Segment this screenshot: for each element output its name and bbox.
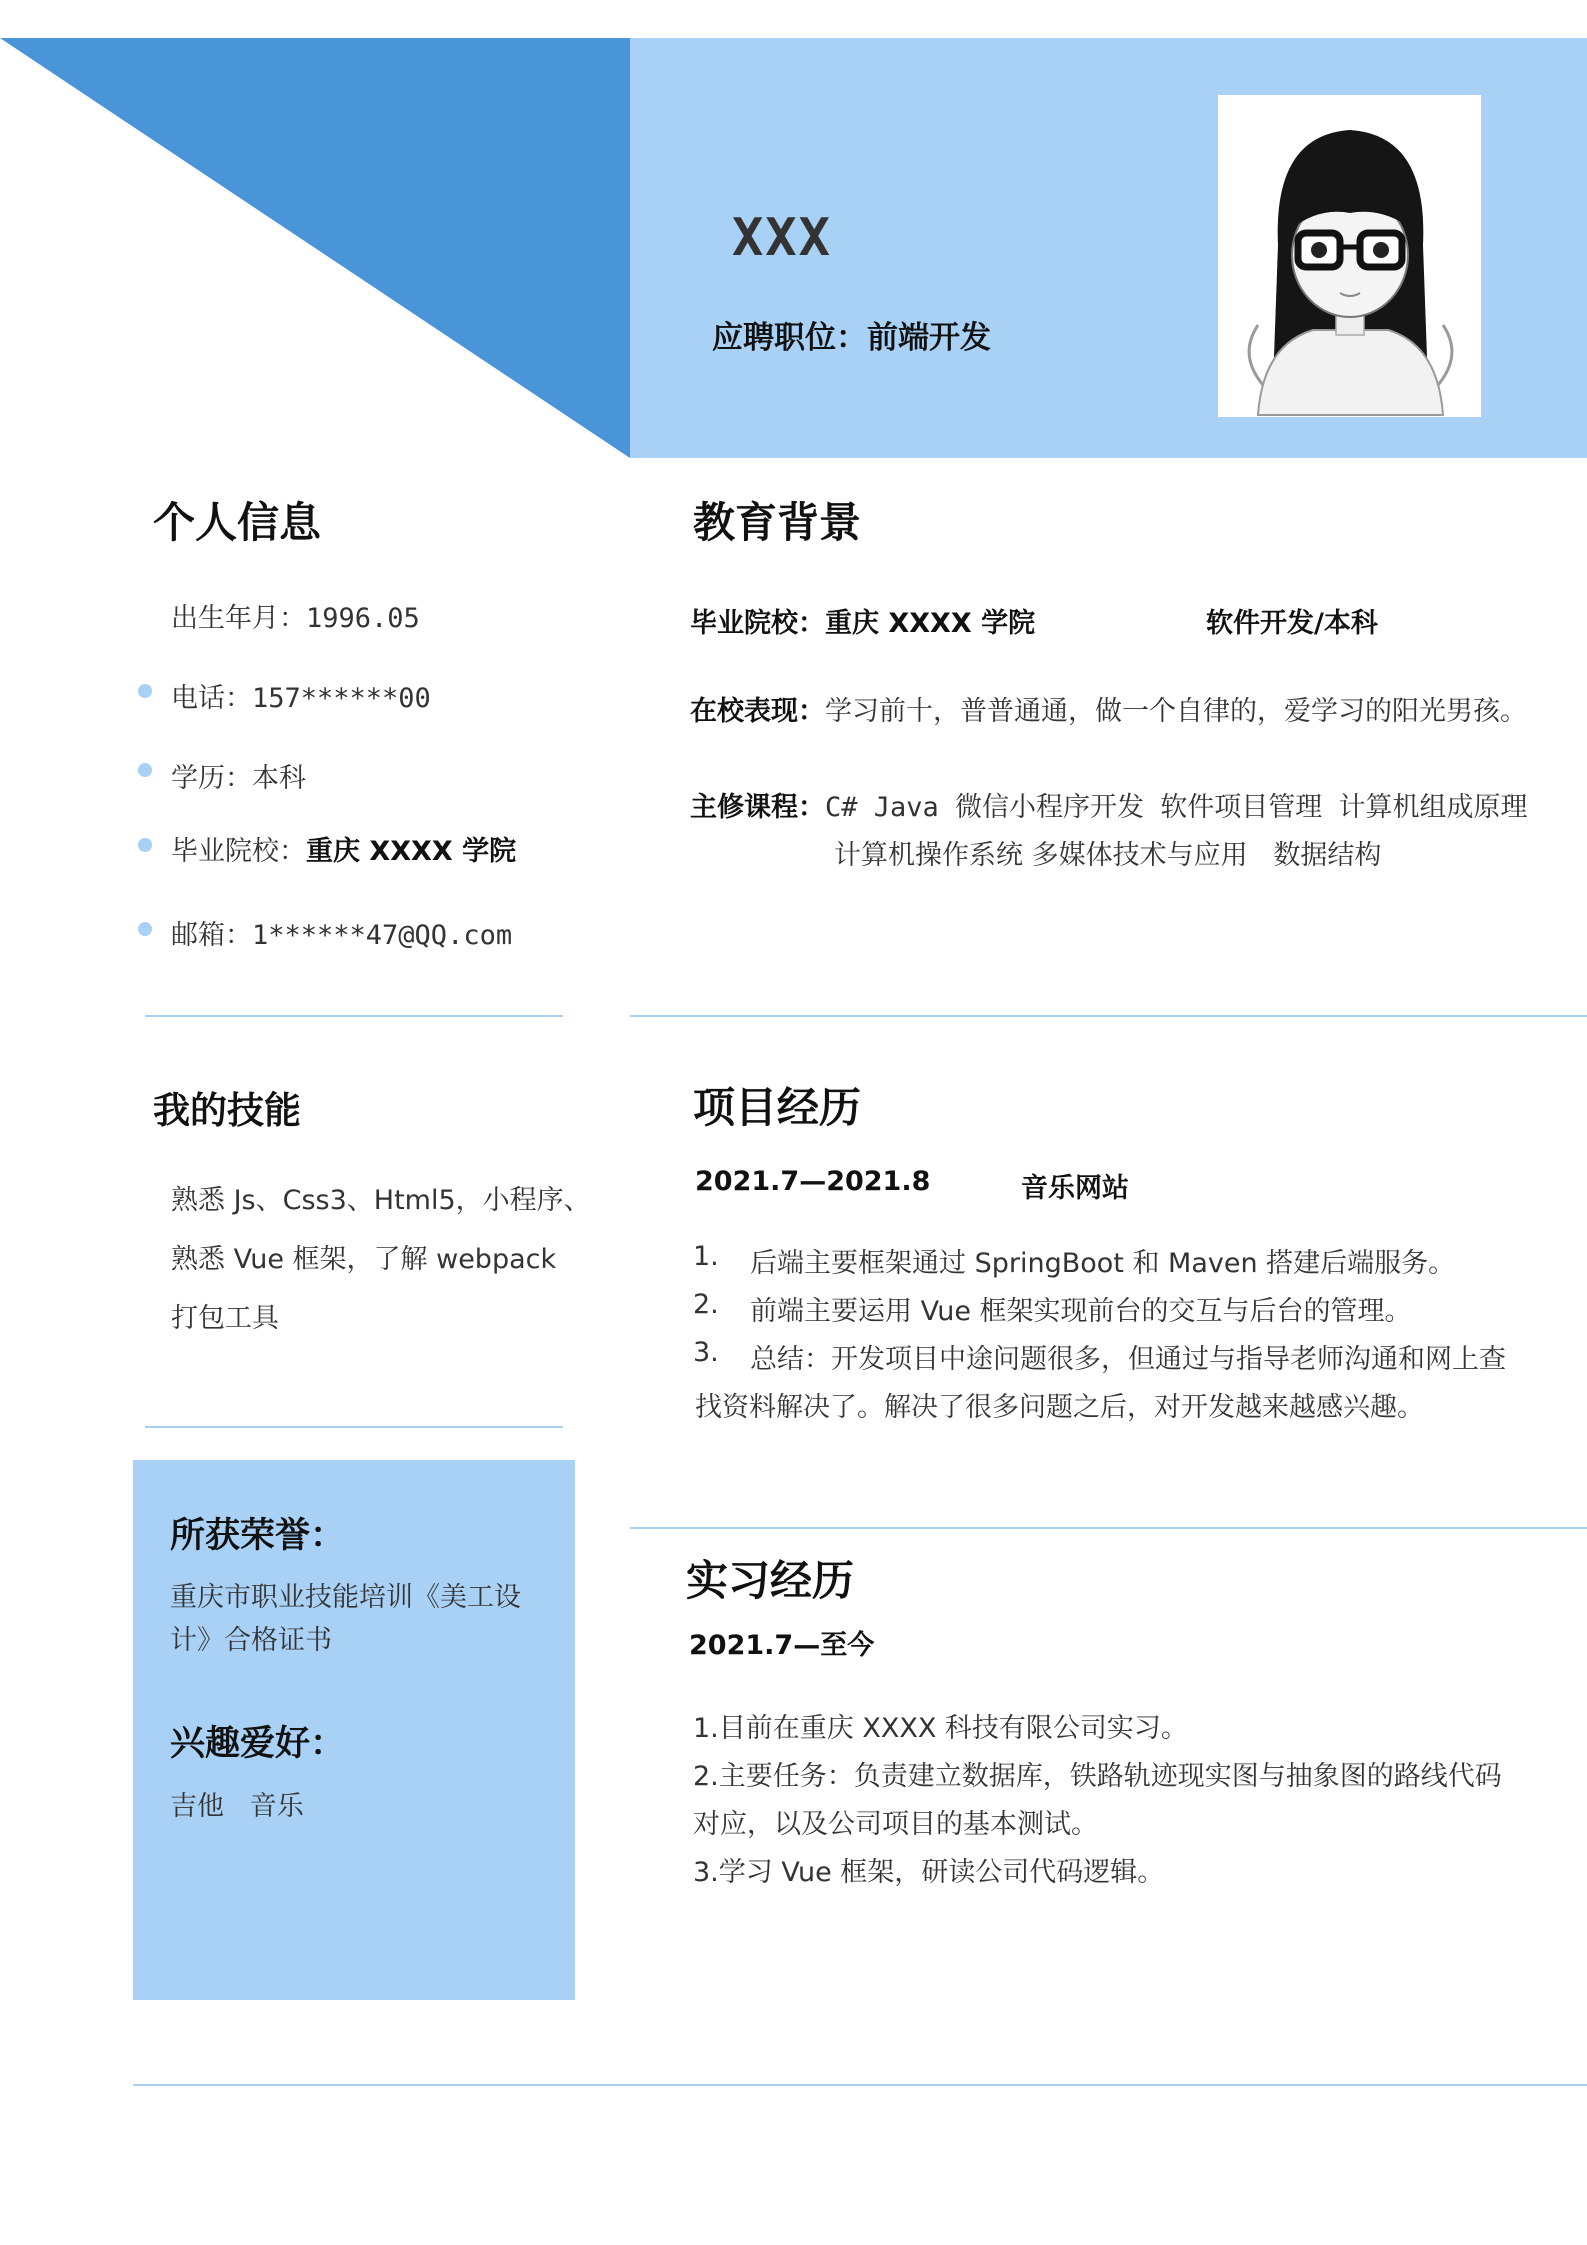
internship-line: 3.学习 Vue 框架，研读公司代码逻辑。: [693, 1857, 1165, 1888]
project-item-num: 2.: [693, 1289, 719, 1320]
applied-position: [712, 312, 991, 357]
edu-performance-value: 学习前十，普普通通，做一个自律的，爱学习的阳光男孩。: [825, 696, 1527, 727]
edu-performance: [690, 689, 1527, 728]
section-title-skills: 我的技能: [153, 1089, 301, 1132]
personal-phone-value: 157******00: [252, 683, 431, 714]
edu-performance-label: 在校表现：: [690, 696, 825, 727]
personal-birth-label: 出生年月：: [171, 603, 306, 634]
personal-email-label: 邮箱：: [171, 920, 252, 951]
skills-line: 打包工具: [171, 1303, 279, 1334]
personal-degree-label: 学历：: [171, 763, 252, 794]
section-title-projects: 项目经历: [693, 1083, 862, 1132]
personal-degree: [171, 756, 306, 795]
personal-phone-label: 电话：: [171, 683, 252, 714]
honors-line: 重庆市职业技能培训《美工设: [170, 1582, 521, 1613]
bullet-icon: [138, 838, 152, 852]
bullet-icon: [138, 763, 152, 777]
personal-birth: [171, 596, 420, 635]
bullet-icon: [138, 922, 152, 936]
edu-courses-line1: C# Java 微信小程序开发 软件项目管理 计算机组成原理: [825, 792, 1528, 823]
project-item-text: 前端主要运用 Vue 框架实现前台的交互与后台的管理。: [750, 1296, 1412, 1327]
divider: [630, 1015, 1587, 1017]
skills-line: 熟悉 Js、Css3、Html5，小程序、: [171, 1185, 591, 1216]
skills-line: 熟悉 Vue 框架，了解 webpack: [171, 1244, 557, 1275]
personal-email: [171, 913, 512, 952]
candidate-name: XXX: [732, 208, 832, 268]
edu-school: [690, 601, 1035, 640]
edu-major: 软件开发/本科: [1206, 608, 1378, 639]
divider: [133, 2084, 1587, 2086]
hobbies-value: 吉他 音乐: [170, 1791, 304, 1822]
personal-school: [171, 829, 516, 868]
internship-line: 对应，以及公司项目的基本测试。: [693, 1809, 1098, 1840]
honors-line: 计》合格证书: [170, 1625, 332, 1656]
section-title-personal: 个人信息: [153, 498, 322, 547]
internship-period: 2021.7—至今: [689, 1630, 875, 1661]
personal-phone: [171, 676, 431, 715]
personal-email-value: 1******47@QQ.com: [252, 920, 513, 951]
personal-birth-value: 1996.05: [306, 603, 420, 634]
bullet-icon: [138, 684, 152, 698]
divider: [145, 1426, 563, 1428]
edu-courses-label: 主修课程：: [690, 792, 825, 823]
avatar: [1218, 95, 1481, 417]
internship-line: 1.目前在重庆 XXXX 科技有限公司实习。: [693, 1713, 1188, 1744]
personal-school-value: 重庆 XXXX 学院: [306, 836, 517, 867]
project-item-num: 3.: [693, 1337, 719, 1368]
divider: [145, 1015, 563, 1017]
edu-courses-line2: 计算机操作系统 多媒体技术与应用 数据结构: [834, 840, 1382, 871]
section-title-hobbies: 兴趣爱好：: [170, 1723, 346, 1764]
project-item-text: 总结：开发项目中途问题很多，但通过与指导老师沟通和网上查: [750, 1344, 1506, 1375]
edu-school-value: 重庆 XXXX 学院: [825, 608, 1036, 639]
project-period: 2021.7—2021.8: [695, 1166, 931, 1197]
position-value: 前端开发: [867, 320, 991, 356]
personal-school-label: 毕业院校：: [171, 836, 306, 867]
project-name: 音乐网站: [1021, 1173, 1129, 1204]
personal-degree-value: 本科: [252, 763, 306, 794]
project-item-cont: 找资料解决了。解决了很多问题之后，对开发越来越感兴趣。: [695, 1392, 1424, 1423]
project-item-num: 1.: [693, 1241, 719, 1272]
project-item-text: 后端主要框架通过 SpringBoot 和 Maven 搭建后端服务。: [750, 1248, 1456, 1279]
position-label: 应聘职位：: [712, 320, 867, 356]
internship-line: 2.主要任务：负责建立数据库，铁路轨迹现实图与抽象图的路线代码: [693, 1761, 1502, 1792]
section-title-honors: 所获荣誉：: [170, 1515, 346, 1556]
header-triangle: [0, 38, 630, 458]
divider: [630, 1527, 1587, 1529]
section-title-internship: 实习经历: [686, 1556, 855, 1605]
edu-courses: [690, 785, 1528, 824]
section-title-education: 教育背景: [693, 498, 862, 547]
edu-school-label: 毕业院校：: [690, 608, 825, 639]
avatar-portrait-icon: [1218, 95, 1481, 417]
